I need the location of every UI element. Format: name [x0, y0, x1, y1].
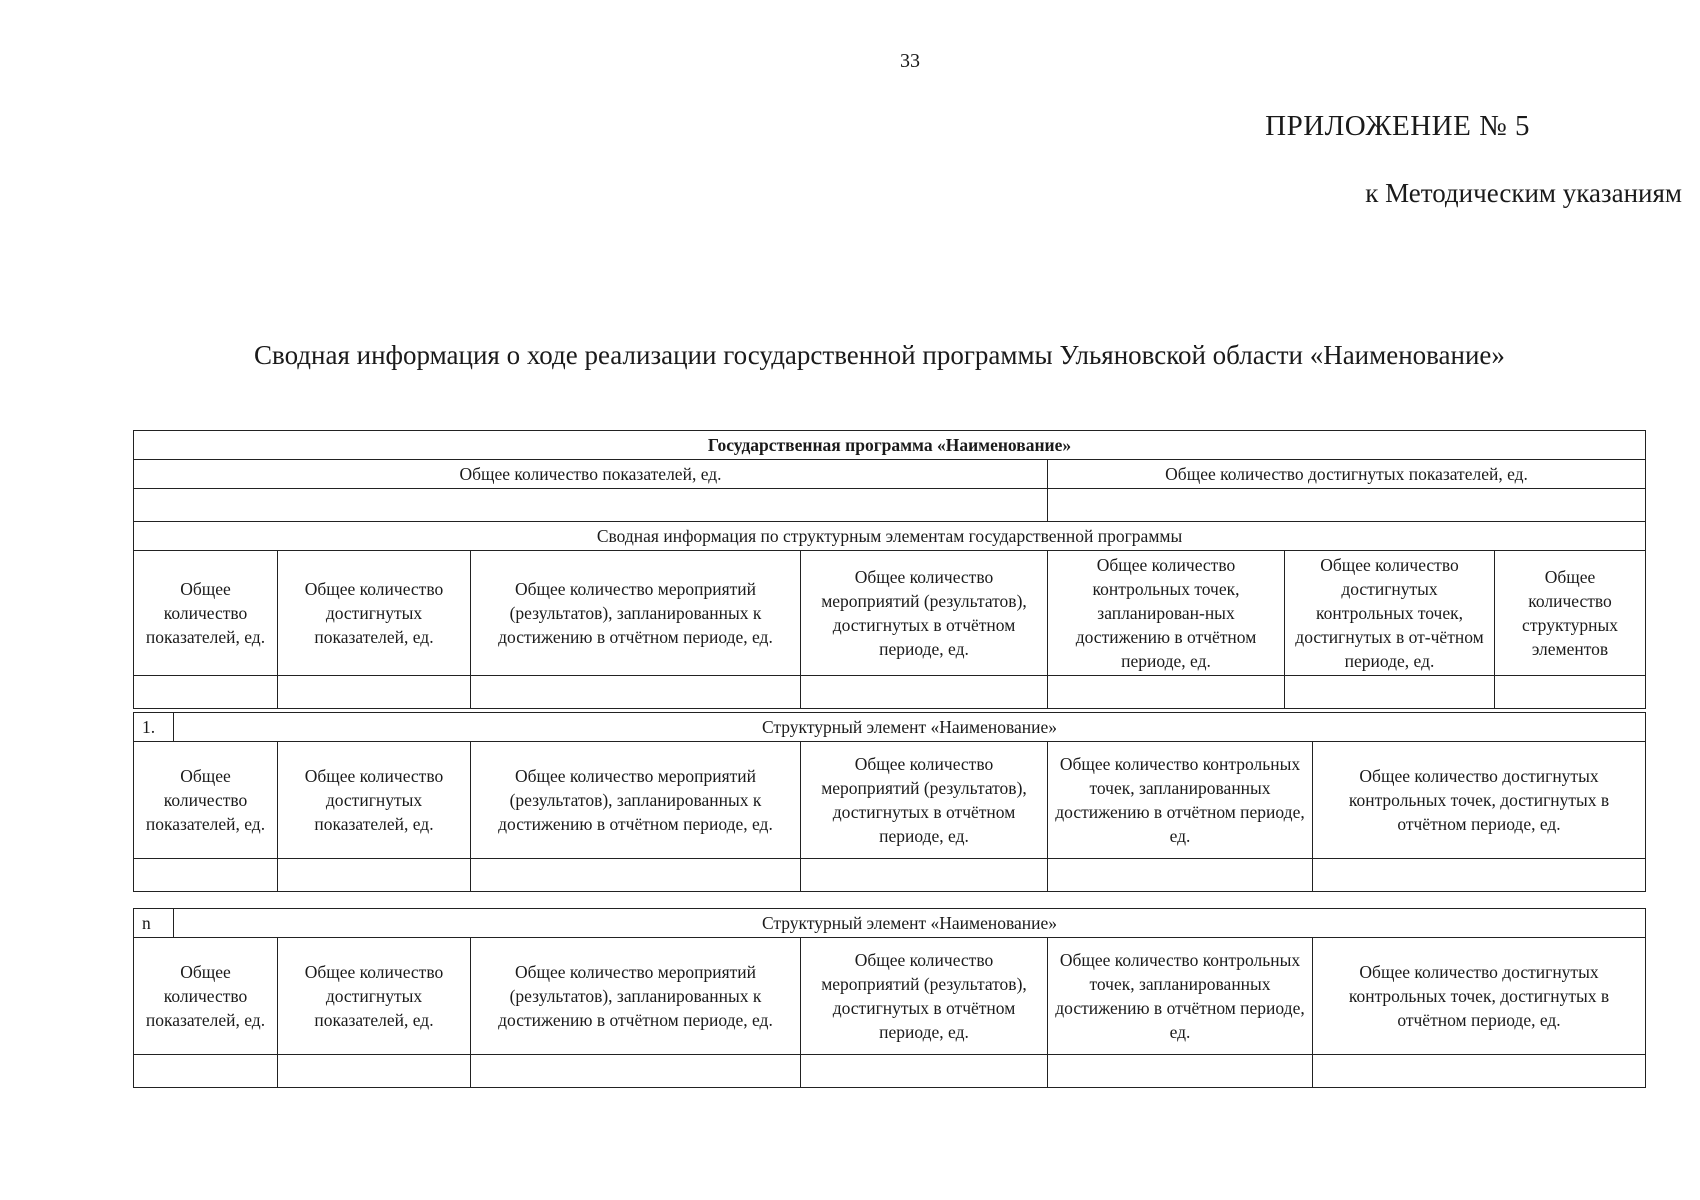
- value-cell[interactable]: [278, 859, 471, 892]
- value-cell[interactable]: [1285, 676, 1495, 709]
- value-cell[interactable]: [134, 859, 278, 892]
- value-cell[interactable]: [471, 859, 801, 892]
- value-cell[interactable]: [1313, 859, 1646, 892]
- column-header: Общее количество достигнутых контрольных точек, достигнутых в отчётном периоде, ед.: [1313, 938, 1646, 1055]
- value-cell[interactable]: [1313, 1055, 1646, 1088]
- structural-element-number: n: [134, 909, 174, 938]
- total-achieved-indicators-label: Общее количество достигнутых показателей, ед.: [1048, 460, 1646, 489]
- structural-element-title: Структурный элемент «Наименование»: [174, 713, 1646, 742]
- total-indicators-label: Общее количество показателей, ед.: [134, 460, 1048, 489]
- column-header: Общее количество показателей, ед.: [134, 551, 278, 676]
- value-cell[interactable]: [471, 1055, 801, 1088]
- value-cell[interactable]: [134, 676, 278, 709]
- document-title: Сводная информация о ходе реализации государственной программы Ульяновской области «Наименование»: [254, 340, 1505, 370]
- value-cell[interactable]: [134, 1055, 278, 1088]
- column-header: Общее количество мероприятий (результатов), достигнутых в отчётном периоде, ед.: [801, 938, 1048, 1055]
- column-header: Общее количество мероприятий (результатов), запланированных к достижению в отчётном периоде, ед.: [471, 938, 801, 1055]
- structural-element-table: [133, 712, 1646, 892]
- column-header: Общее количество достигнутых контрольных точек, достигнутых в от-чётном периоде, ед.: [1285, 551, 1495, 676]
- structural-element-number: 1.: [134, 713, 174, 742]
- value-cell[interactable]: [801, 676, 1048, 709]
- program-summary-table: [133, 430, 1646, 709]
- value-cell[interactable]: [278, 1055, 471, 1088]
- column-header: Общее количество контрольных точек, запланированных достижению в отчётном периоде, ед.: [1048, 742, 1313, 859]
- column-header: Общее количество достигнутых контрольных точек, достигнутых в отчётном периоде, ед.: [1313, 742, 1646, 859]
- column-header: Общее количество структурных элементов: [1495, 551, 1646, 676]
- value-cell[interactable]: [801, 859, 1048, 892]
- structural-element-title: Структурный элемент «Наименование»: [174, 909, 1646, 938]
- value-cell[interactable]: [471, 676, 801, 709]
- value-cell[interactable]: [1048, 1055, 1313, 1088]
- appendix-subtitle: к Методическим указаниям: [1365, 178, 1682, 208]
- column-header: Общее количество показателей, ед.: [134, 938, 278, 1055]
- column-header: Общее количество мероприятий (результатов), запланированных к достижению в отчётном периоде, ед.: [471, 742, 801, 859]
- value-cell[interactable]: [1495, 676, 1646, 709]
- value-cell[interactable]: [1048, 859, 1313, 892]
- value-cell[interactable]: [1048, 676, 1285, 709]
- column-header: Общее количество достигнутых показателей, ед.: [278, 742, 471, 859]
- value-cell[interactable]: [801, 1055, 1048, 1088]
- column-header: Общее количество контрольных точек, запланирован-ных достижению в отчётном периоде, ед.: [1048, 551, 1285, 676]
- total-achieved-indicators-value[interactable]: [1048, 489, 1646, 522]
- structural-element-table: [133, 908, 1646, 1088]
- program-header: Государственная программа «Наименование»: [134, 431, 1646, 460]
- column-header: Общее количество мероприятий (результатов), достигнутых в отчётном периоде, ед.: [801, 551, 1048, 676]
- appendix-title: ПРИЛОЖЕНИЕ № 5: [1265, 110, 1530, 142]
- column-header: Общее количество мероприятий (результатов), запланированных к достижению в отчётном периоде, ед.: [471, 551, 801, 676]
- page-number: 33: [900, 50, 920, 72]
- total-indicators-value[interactable]: [134, 489, 1048, 522]
- column-header: Общее количество достигнутых показателей, ед.: [278, 551, 471, 676]
- column-header: Общее количество контрольных точек, запланированных достижению в отчётном периоде, ед.: [1048, 938, 1313, 1055]
- column-header: Общее количество показателей, ед.: [134, 742, 278, 859]
- summary-header: Сводная информация по структурным элементам государственной программы: [134, 522, 1646, 551]
- column-header: Общее количество мероприятий (результатов), достигнутых в отчётном периоде, ед.: [801, 742, 1048, 859]
- column-header: Общее количество достигнутых показателей, ед.: [278, 938, 471, 1055]
- value-cell[interactable]: [278, 676, 471, 709]
